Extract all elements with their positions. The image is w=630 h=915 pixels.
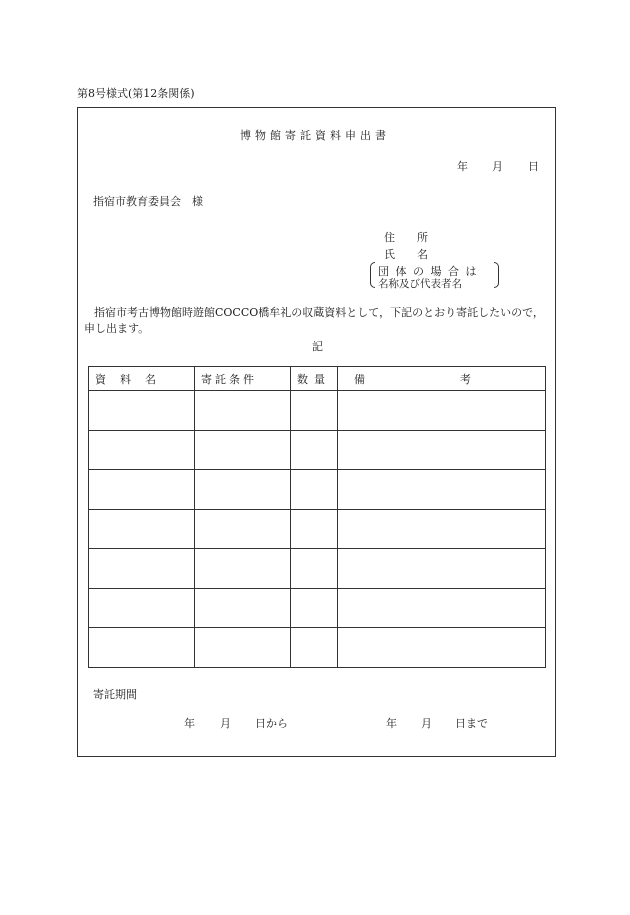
- conditions-cell[interactable]: [195, 628, 291, 668]
- material-name-cell[interactable]: [89, 549, 195, 589]
- material-name-cell[interactable]: [89, 391, 195, 431]
- name-label: 氏 名: [384, 248, 428, 261]
- quantity-cell[interactable]: [291, 430, 338, 470]
- table-header-row: [89, 367, 546, 391]
- org-note-line-2: 名称及び代表者名: [378, 278, 462, 290]
- quantity-cell[interactable]: [291, 628, 338, 668]
- organization-note: [370, 261, 502, 291]
- table-row: [89, 430, 546, 470]
- material-name-cell[interactable]: [89, 509, 195, 549]
- column-header-conditions: 寄託条件: [195, 367, 291, 391]
- materials-table: [88, 366, 546, 668]
- date-year-label: 年: [457, 160, 468, 173]
- table-row: [89, 509, 546, 549]
- quantity-cell[interactable]: [291, 588, 338, 628]
- remarks-char-1: 備: [354, 372, 365, 386]
- table-row: [89, 391, 546, 431]
- material-name-cell[interactable]: [89, 628, 195, 668]
- remarks-cell[interactable]: [338, 628, 546, 668]
- conditions-cell[interactable]: [195, 430, 291, 470]
- address-label: 住 所: [384, 231, 428, 244]
- material-name-cell[interactable]: [89, 470, 195, 510]
- date-day-label: 日: [528, 160, 539, 173]
- quantity-cell[interactable]: [291, 549, 338, 589]
- document-title: 博物館寄託資料申出書: [240, 129, 390, 142]
- conditions-cell[interactable]: [195, 588, 291, 628]
- remarks-cell[interactable]: [338, 391, 546, 431]
- conditions-cell[interactable]: [195, 509, 291, 549]
- table-row: [89, 628, 546, 668]
- deposit-period-label: 寄託期間: [93, 688, 137, 701]
- remarks-cell[interactable]: [338, 430, 546, 470]
- column-header-quantity: 数量: [291, 367, 338, 391]
- left-brace: [370, 262, 375, 288]
- table-row: [89, 470, 546, 510]
- period-start-month: 月: [220, 717, 231, 730]
- material-name-cell[interactable]: [89, 430, 195, 470]
- table-row: [89, 549, 546, 589]
- quantity-cell[interactable]: [291, 509, 338, 549]
- remarks-cell[interactable]: [338, 549, 546, 589]
- column-header-material-name: 資料名: [89, 367, 195, 391]
- org-note-line-1: 団 体 の 場 合 は: [378, 265, 478, 278]
- period-end-year: 年: [386, 717, 397, 730]
- quantity-cell[interactable]: [291, 391, 338, 431]
- conditions-cell[interactable]: [195, 549, 291, 589]
- ki-label: 記: [312, 340, 323, 353]
- addressee: 指宿市教育委員会 様: [93, 195, 203, 208]
- remarks-cell[interactable]: [338, 509, 546, 549]
- conditions-cell[interactable]: [195, 470, 291, 510]
- table-row: [89, 588, 546, 628]
- conditions-cell[interactable]: [195, 391, 291, 431]
- period-end-month: 月: [421, 717, 432, 730]
- date-month-label: 月: [492, 160, 503, 173]
- remarks-char-2: 考: [460, 372, 471, 386]
- remarks-cell[interactable]: [338, 588, 546, 628]
- period-start-year: 年: [184, 717, 195, 730]
- column-header-remarks: [338, 367, 546, 391]
- remarks-cell[interactable]: [338, 470, 546, 510]
- period-end-day: 日まで: [455, 717, 488, 730]
- request-statement: 指宿市考古博物館時遊館COCCO橋牟礼の収蔵資料として，下記のとおり寄託したいので，申し出ます。: [84, 306, 544, 335]
- material-name-cell[interactable]: [89, 588, 195, 628]
- period-start-day: 日から: [255, 717, 288, 730]
- form-number: 第8号様式(第12条関係): [77, 87, 195, 100]
- quantity-cell[interactable]: [291, 470, 338, 510]
- right-brace: [494, 262, 499, 288]
